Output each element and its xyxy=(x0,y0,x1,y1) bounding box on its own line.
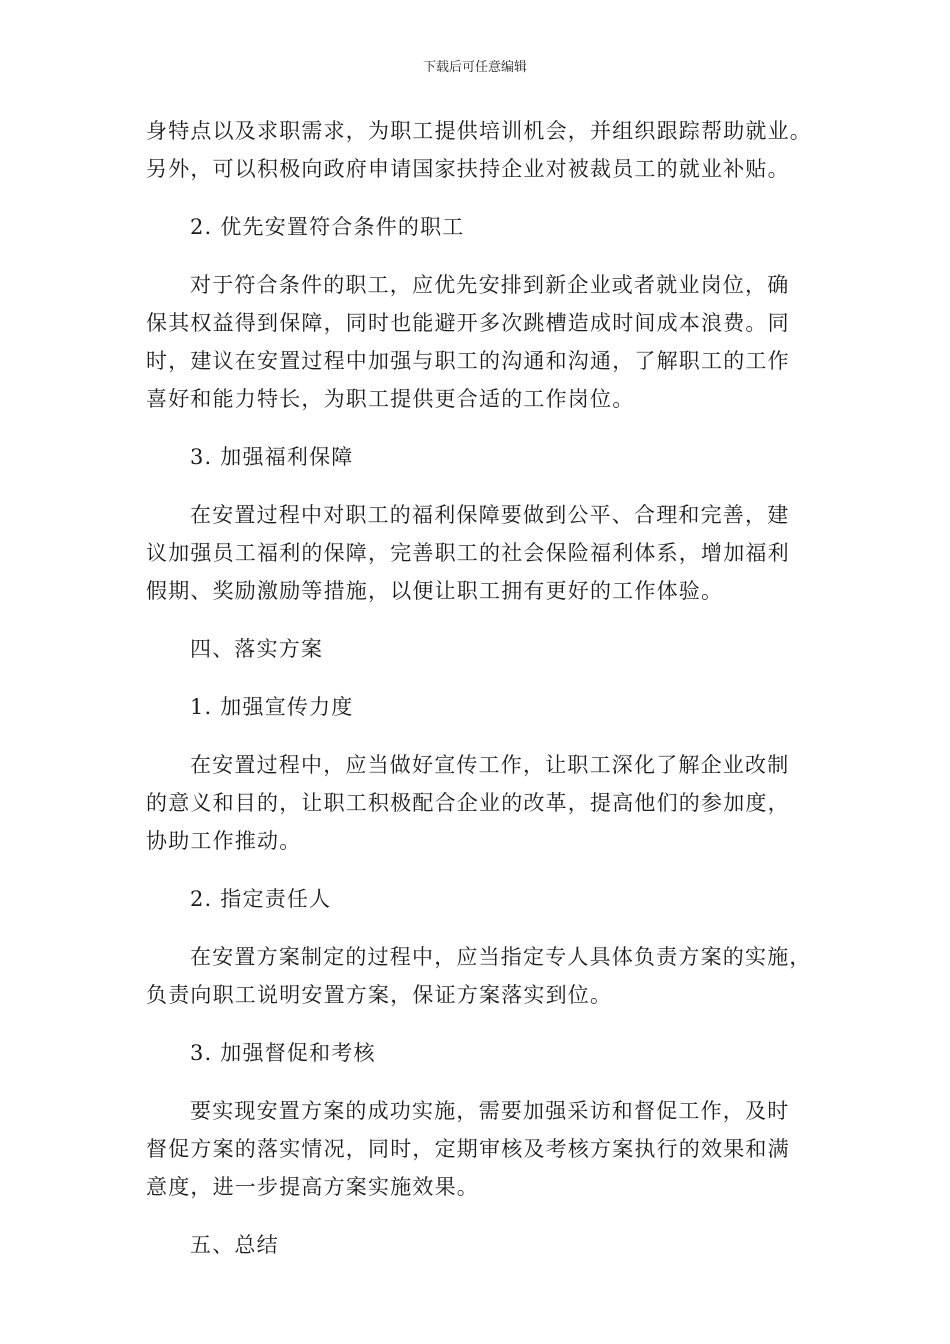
paragraph xyxy=(146,266,811,418)
paragraph-line: 另外，可以积极向政府申请国家扶持企业对被裁员工的就业补贴。 xyxy=(146,157,790,181)
paragraph-line: 议加强员工福利的保障，完善职工的社会保险福利体系，增加福利 xyxy=(146,541,790,565)
paragraph-line: 在安置过程中对职工的福利保障要做到公平、合理和完善，建 xyxy=(190,503,790,527)
paragraph-line: 保其权益得到保障，同时也能避开多次跳槽造成时间成本浪费。同 xyxy=(146,311,790,335)
paragraph-line: 负责向职工说明安置方案，保证方案落实到位。 xyxy=(146,983,613,1007)
paragraph xyxy=(146,938,811,1014)
paragraph-line: 意度，进一步提高方案实施效果。 xyxy=(146,1175,479,1199)
section-heading: 3. 加强福利保障 xyxy=(190,445,354,469)
paragraph-line: 假期、奖励激励等措施，以便让职工拥有更好的工作体验。 xyxy=(146,579,724,603)
section-heading: 3. 加强督促和考核 xyxy=(190,1041,376,1065)
section-heading: 五、总结 xyxy=(190,1233,279,1257)
paragraph-line: 要实现安置方案的成功实施，需要加强采访和督促工作，及时 xyxy=(190,1099,790,1123)
paragraph-line: 喜好和能力特长，为职工提供更合适的工作岗位。 xyxy=(146,387,635,411)
paragraph-line: 的意义和目的，让职工积极配合企业的改革，提高他们的参加度， xyxy=(146,791,790,815)
paragraph-line: 时，建议在安置过程中加强与职工的沟通和沟通，了解职工的工作 xyxy=(146,349,790,373)
section-heading: 2. 优先安置符合条件的职工 xyxy=(190,215,465,239)
paragraph-line: 在安置过程中，应当做好宣传工作，让职工深化了解企业改制 xyxy=(190,753,790,777)
paragraph-line: 协助工作推动。 xyxy=(146,829,302,853)
paragraph-line: 在安置方案制定的过程中，应当指定专人具体负责方案的实施， xyxy=(190,945,812,969)
page-header: 下载后可任意编辑 xyxy=(422,60,527,75)
paragraph xyxy=(146,1092,811,1206)
paragraph xyxy=(146,112,811,188)
section-heading: 1. 加强宣传力度 xyxy=(190,695,354,719)
paragraph-line: 督促方案的落实情况，同时，定期审核及考核方案执行的效果和满 xyxy=(146,1137,790,1161)
paragraph xyxy=(146,746,811,860)
section-heading: 2. 指定责任人 xyxy=(190,887,332,911)
paragraph xyxy=(146,496,811,610)
paragraph-line: 身特点以及求职需求，为职工提供培训机会，并组织跟踪帮助就业。 xyxy=(146,119,812,143)
section-heading: 四、落实方案 xyxy=(190,637,324,661)
document-body xyxy=(146,112,811,1264)
paragraph-line: 对于符合条件的职工，应优先安排到新企业或者就业岗位，确 xyxy=(190,273,790,297)
